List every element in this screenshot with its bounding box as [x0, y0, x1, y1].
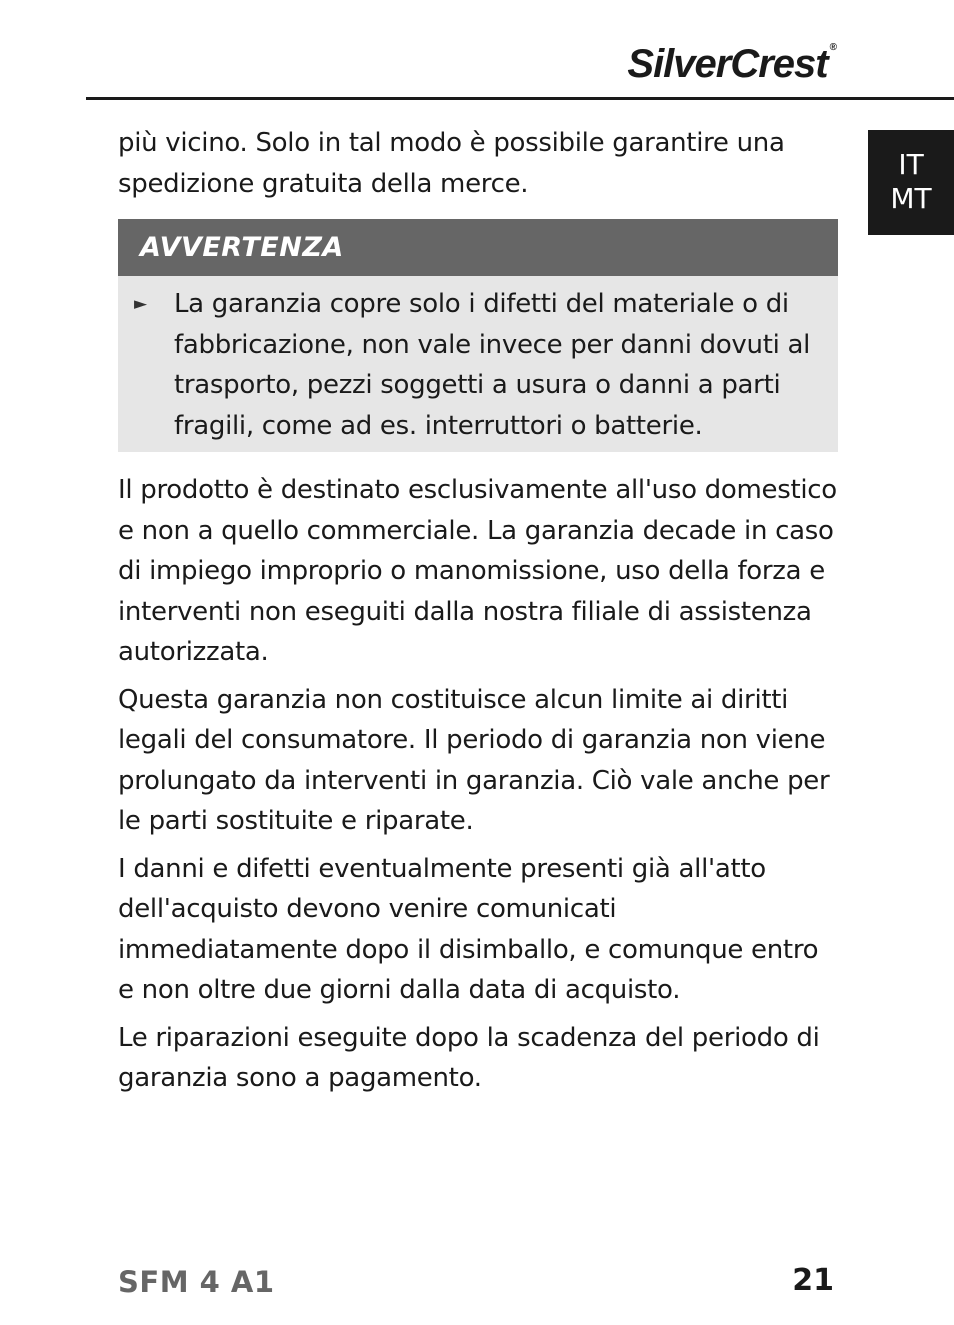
warning-title: AVVERTENZA	[118, 219, 838, 276]
brand-logo	[627, 42, 836, 87]
registered-mark: ®	[829, 42, 836, 53]
body-paragraph-3: I danni e difetti eventualmente presenti già all'atto dell'acquisto devono venire comunicati immediatamente dopo il disimballo, e comunque entro e non oltre due giorni dalla data di acquisto.	[118, 853, 819, 1005]
triangle-right-icon: ►	[134, 294, 147, 314]
language-code-it: IT	[898, 148, 924, 181]
body-paragraph-2: Questa garanzia non costituisce alcun limite ai diritti legali del consumatore. Il periodo di garanzia non viene prolungato da interventi in garanzia. Ciò vale anche per le parti sostituite e riparate.	[118, 684, 830, 836]
language-tab	[868, 130, 954, 235]
body-paragraph-1: Il prodotto è destinato esclusivamente all'uso domestico e non a quello commerciale. La garanzia decade in caso di impiego improprio o manomissione, uso della forza e interventi non eseguiti dalla nostra filiale di assistenza autorizzata.	[118, 475, 837, 667]
warning-body	[118, 276, 838, 452]
warning-text: La garanzia copre solo i difetti del materiale o di fabbricazione, non vale invece per danni dovuti al trasporto, pezzi soggetti a usura o danni a parti fragili, come ad es. interruttori o batterie.	[174, 289, 811, 441]
page-content	[118, 123, 838, 1099]
warning-box	[118, 219, 838, 452]
brand-name: SilverCrest	[627, 42, 828, 86]
model-number: SFM 4 A1	[118, 1265, 275, 1299]
intro-paragraph: più vicino. Solo in tal modo è possibile garantire una spedizione gratuita della merce.	[118, 128, 785, 199]
page-number: 21	[792, 1263, 834, 1298]
header-divider	[86, 97, 954, 100]
body-paragraph-4: Le riparazioni eseguite dopo la scadenza del periodo di garanzia sono a pagamento.	[118, 1022, 820, 1093]
language-code-mt: MT	[890, 182, 932, 215]
